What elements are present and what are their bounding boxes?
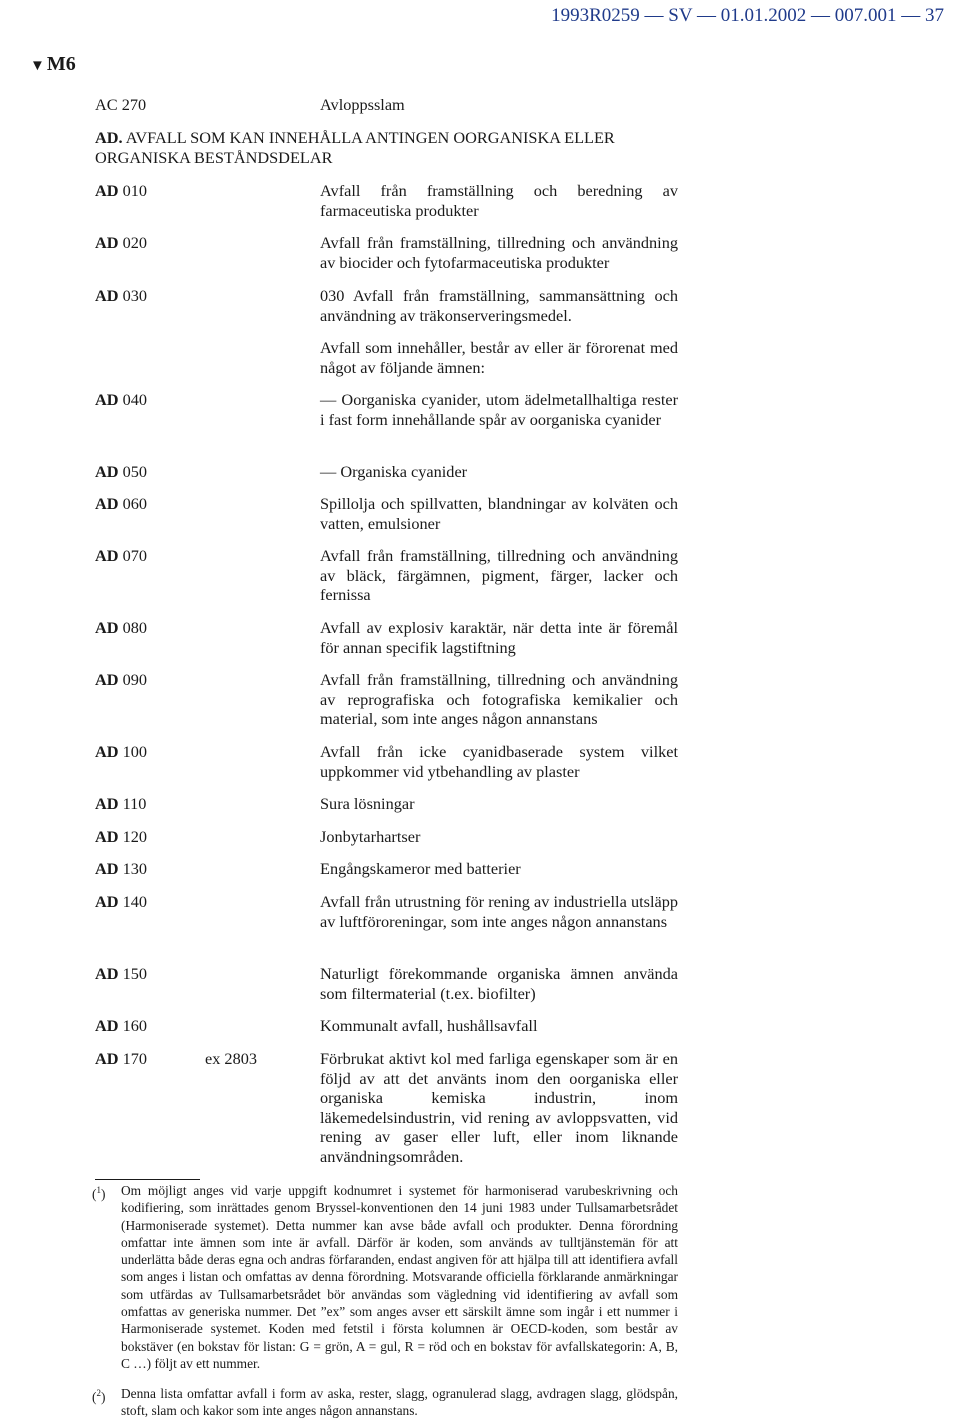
document-header: 1993R0259 — SV — 01.01.2002 — 007.001 — 37 [551, 5, 944, 26]
table-row-code: AD 160 [95, 1016, 148, 1035]
table-row-desc: Avfall som innehåller, består av eller är förorenat med något av följande ämnen: [320, 338, 678, 377]
table-row-desc: — Oorganiska cyanider, utom ädelmetallhaltiga rester i fast form innehållande spår av oorganiska cyanider [320, 390, 678, 429]
table-row-desc: Sura lösningar [320, 794, 415, 813]
table-row-code: AD 050 [95, 462, 148, 481]
footnote-mark: ($^1$) [92, 1185, 106, 1202]
table-row-code: AD 030 [95, 286, 148, 305]
table-row-code: AD 170 [95, 1049, 148, 1068]
amendment-marker [30, 53, 76, 76]
table-row-code: AD 140 [95, 892, 148, 911]
table-row-desc: Avfall från framställning, tillredning och användning av bläck, färgämnen, pigment, färger, lacker och fernissa [320, 546, 678, 604]
table-row-code: AD 110 [95, 794, 147, 813]
table-row-code: AD 120 [95, 827, 148, 846]
section-title: AVFALL SOM KAN INNEHÅLLA ANTINGEN OORGANISKA ELLER ORGANISKA BESTÅNDSDELAR [95, 128, 615, 167]
table-row-desc: — Organiska cyanider [320, 462, 468, 481]
table-row-desc: Spillolja och spillvatten, blandningar av kolväten och vatten, emulsioner [320, 494, 678, 533]
section-heading [95, 128, 695, 167]
table-row-desc: Förbrukat aktivt kol med farliga egenskaper som är en följd av att det använts inom den oorganiska eller organiska kemiska industrin, inom läkemedelsindustrin, vid rening av avloppsvatten, vid rening av gaser eller luft, eller inom liknande användningsområden. [320, 1049, 678, 1166]
table-row-code: AD 020 [95, 233, 148, 252]
table-row-code: AD 150 [95, 964, 148, 983]
table-row-code: AD 060 [95, 494, 148, 513]
table-row-desc: Naturligt förekommande organiska ämnen använda som filtermaterial (t.ex. biofilter) [320, 964, 678, 1003]
table-row-desc: Avfall från framställning, tillredning och användning av biocider och fytofarmaceutiska produkter [320, 233, 678, 272]
table-row-desc: Avfall av explosiv karaktär, när detta inte är föremål för annan specifik lagstiftning [320, 618, 678, 657]
table-row-code: AD 070 [95, 546, 148, 565]
table-row-desc: Jonbytarhartser [320, 827, 421, 846]
table-row-desc: Avfall från utrustning för rening av industriella utsläpp av luftföroreningar, som inte anges någon annanstans [320, 892, 678, 931]
table-row-code: AD 010 [95, 181, 148, 200]
footnote-mark: ($^2$) [92, 1388, 106, 1405]
footnote-text: Om möjligt anges vid varje uppgift kodnumret i systemet för harmoniserad varubeskrivning och kodifiering, som inrättades genom Bryssel-konventionen den 14 juni 1983 under Tullsamarbetsrådet (Harmoniserade systemet). Detta nummer kan avse både avfall och produkter. Denna förordning omfattar inte ämnen som inte är avfall. Därför är koden, som används av tulltjänstemän för att underlätta både deras egna och andras förfaranden, endast angiven för att hjälpa till att identifiera avfall som anges i listan och omfattas av denna förordning. Motsvarande officiella förklarande anmärkningar som utfärdas av Tullsamarbetsrådet bör användas som vägledning vid identifiering av avfall som omfattas av generiska nummer. Det ”ex” som anges avser ett särskilt ämne som ingår i ett nummer i Harmoniserade systemet. Koden med fetstil i första kolumnen är OECD-koden, som består av bokstäver (en bokstav för listan: G = grön, A = gul, R = röd och en bokstav för avfallskategorin: A, B, C …) följt av ett nummer. [121, 1183, 678, 1371]
table-row-desc: Avfall från icke cyanidbaserade system vilket uppkommer vid ytbehandling av plaster [320, 742, 678, 781]
table-row-code: AD 100 [95, 742, 148, 761]
intro-code: AC 270 [95, 95, 147, 114]
table-row-code: AD 080 [95, 618, 148, 637]
triangle-down-icon: ▼ [30, 58, 45, 74]
amendment-label: M6 [46, 53, 76, 75]
table-row-desc: Engångskameror med batterier [320, 859, 521, 878]
table-row-desc: 030 Avfall från framställning, sammansättning och användning av träkonserveringsmedel. [320, 286, 678, 325]
footnote-divider [95, 1179, 200, 1180]
hs-code: ex 2803 [205, 1049, 257, 1068]
table-row-desc: Kommunalt avfall, hushållsavfall [320, 1016, 538, 1035]
table-row-code: AD 130 [95, 859, 148, 878]
footnote-text: Denna lista omfattar avfall i form av aska, rester, slagg, ogranulerad slagg, avdragen slagg, glödspån, stoft, slam och kakor som inte anges någon annanstans. [121, 1386, 678, 1419]
section-prefix: AD. [95, 128, 123, 147]
table-row-desc: Avfall från framställning, tillredning och användning av reprografiska och fotografiska kemikalier och material, som inte anges någon annanstans [320, 670, 678, 728]
table-row-code: AD 040 [95, 390, 148, 409]
intro-desc: Avloppsslam [320, 95, 405, 114]
table-row-code: AD 090 [95, 670, 148, 689]
table-row-desc: Avfall från framställning och beredning av farmaceutiska produkter [320, 181, 678, 220]
